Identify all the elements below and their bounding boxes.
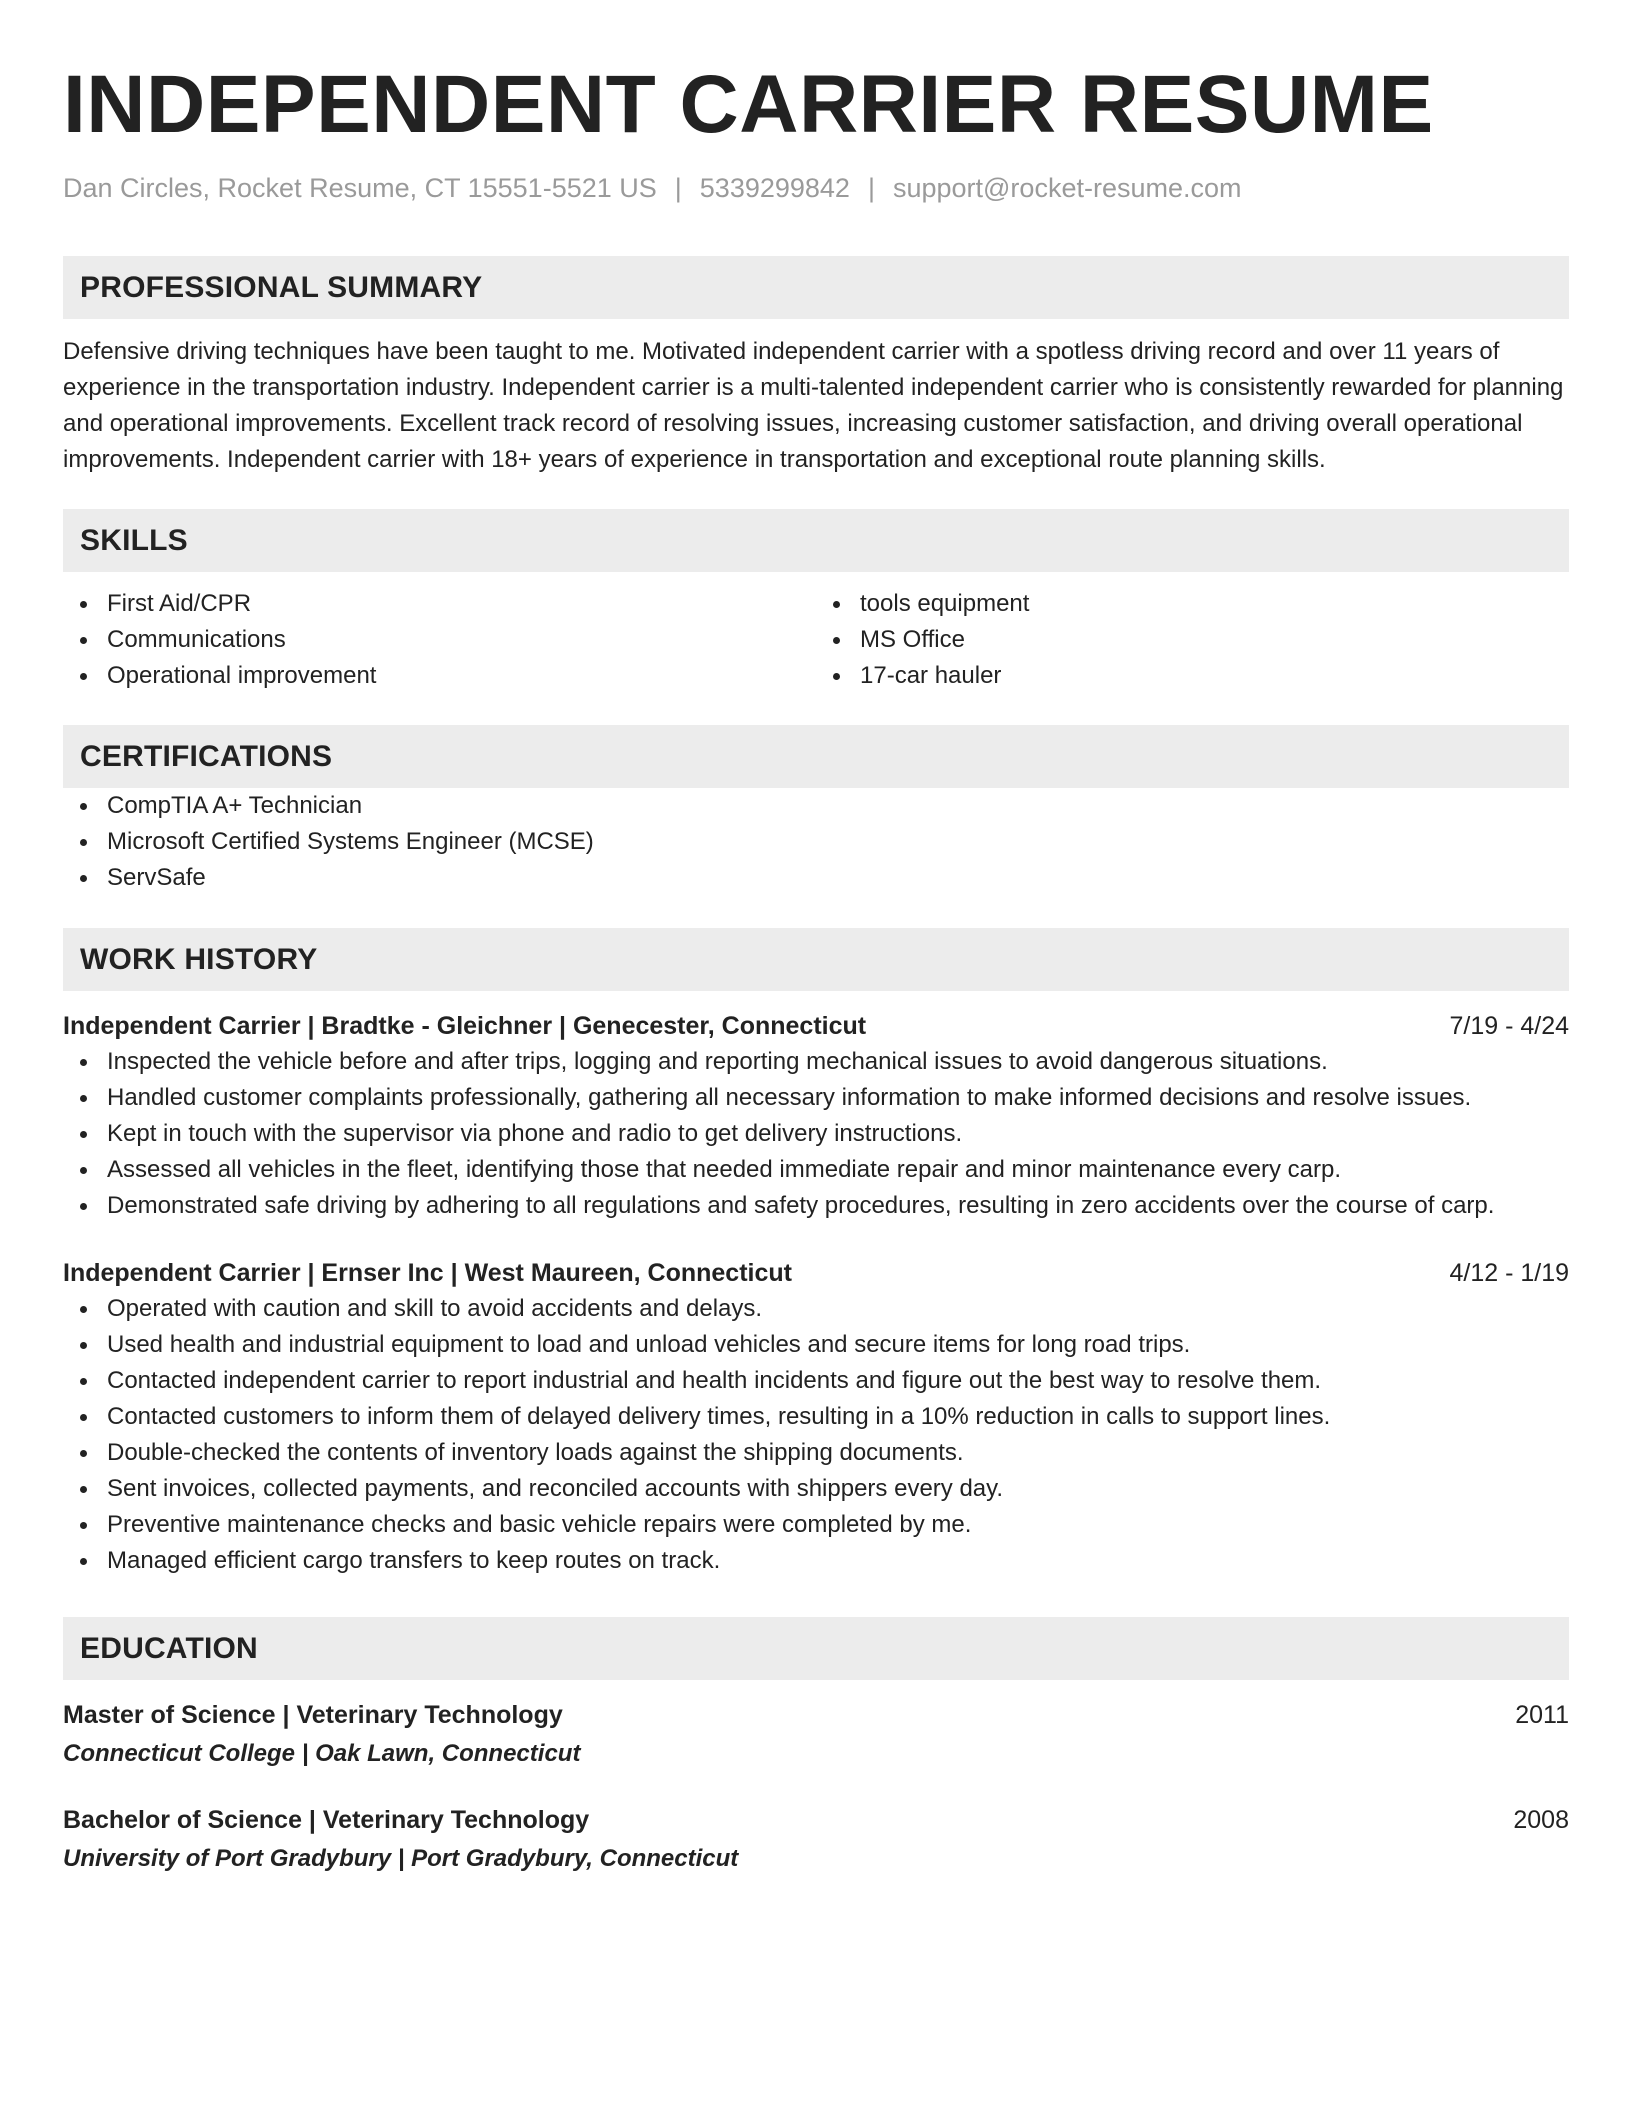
skill-item: First Aid/CPR — [63, 586, 816, 622]
education-entry — [63, 1802, 1569, 1877]
skills-column-left — [63, 586, 816, 694]
education-school: Connecticut College | Oak Lawn, Connecticut — [63, 1740, 581, 1768]
job-bullet: Contacted independent carrier to report industrial and health incidents and figure out the best way to resolve them. — [63, 1363, 1569, 1399]
education-school: University of Port Gradybury | Port Gradybury, Connecticut — [63, 1845, 739, 1873]
resume-title: INDEPENDENT CARRIER RESUME — [63, 59, 1434, 150]
education-year: 2011 — [1515, 1701, 1569, 1730]
job-bullets — [63, 1044, 1569, 1224]
job-entry — [63, 1255, 1569, 1579]
section-header-education: EDUCATION — [63, 1617, 1569, 1680]
contact-phone: 5339299842 — [699, 173, 850, 203]
skill-item: Communications — [63, 622, 816, 658]
education-year: 2008 — [1513, 1806, 1569, 1835]
skills-list-left — [63, 586, 816, 694]
section-header-certifications: CERTIFICATIONS — [63, 725, 1569, 788]
education-degree: Master of Science | Veterinary Technology — [63, 1701, 563, 1730]
job-bullet: Preventive maintenance checks and basic vehicle repairs were completed by me. — [63, 1507, 1569, 1543]
section-header-summary: PROFESSIONAL SUMMARY — [63, 256, 1569, 319]
education-entry — [63, 1697, 1569, 1772]
job-bullet: Sent invoices, collected payments, and reconciled accounts with shippers every day. — [63, 1471, 1569, 1507]
section-header-skills: SKILLS — [63, 509, 1569, 572]
section-header-work-history: WORK HISTORY — [63, 928, 1569, 991]
job-bullet: Inspected the vehicle before and after trips, logging and reporting mechanical issues to avoid dangerous situations. — [63, 1044, 1569, 1080]
skill-item: 17-car hauler — [816, 658, 1569, 694]
contact-address: Dan Circles, Rocket Resume, CT 15551-5521 US — [63, 173, 657, 203]
job-bullet: Double-checked the contents of inventory loads against the shipping documents. — [63, 1435, 1569, 1471]
job-dates: 7/19 - 4/24 — [1449, 1012, 1569, 1041]
job-bullet: Used health and industrial equipment to load and unload vehicles and secure items for long road trips. — [63, 1327, 1569, 1363]
skills-list-right — [816, 586, 1569, 694]
certifications-list — [63, 788, 1569, 896]
skill-item: MS Office — [816, 622, 1569, 658]
certification-item: Microsoft Certified Systems Engineer (MCSE) — [63, 824, 1569, 860]
job-header — [63, 1008, 1569, 1044]
job-bullet: Managed efficient cargo transfers to keep routes on track. — [63, 1543, 1569, 1579]
education-header — [63, 1802, 1569, 1838]
job-entry — [63, 1008, 1569, 1224]
certification-item: ServSafe — [63, 860, 1569, 896]
education-header — [63, 1697, 1569, 1733]
job-bullet: Contacted customers to inform them of delayed delivery times, resulting in a 10% reduction in calls to support lines. — [63, 1399, 1569, 1435]
job-bullet: Handled customer complaints professionally, gathering all necessary information to make informed decisions and resolve issues. — [63, 1080, 1569, 1116]
job-bullet: Operated with caution and skill to avoid accidents and delays. — [63, 1291, 1569, 1327]
job-bullet: Kept in touch with the supervisor via phone and radio to get delivery instructions. — [63, 1116, 1569, 1152]
job-header — [63, 1255, 1569, 1291]
job-title: Independent Carrier | Ernser Inc | West Maureen, Connecticut — [63, 1259, 792, 1288]
job-bullets — [63, 1291, 1569, 1579]
skills-column-right — [816, 586, 1569, 694]
job-bullet: Demonstrated safe driving by adhering to all regulations and safety procedures, resulting in zero accidents over the course of carp. — [63, 1188, 1569, 1224]
skill-item: tools equipment — [816, 586, 1569, 622]
contact-separator: | — [674, 173, 682, 203]
skill-item: Operational improvement — [63, 658, 816, 694]
contact-separator: | — [867, 173, 875, 203]
certification-item: CompTIA A+ Technician — [63, 788, 1569, 824]
education-degree: Bachelor of Science | Veterinary Technology — [63, 1806, 590, 1835]
job-dates: 4/12 - 1/19 — [1449, 1259, 1569, 1288]
contact-email: support@rocket-resume.com — [892, 173, 1242, 203]
job-bullet: Assessed all vehicles in the fleet, identifying those that needed immediate repair and minor maintenance every carp. — [63, 1152, 1569, 1188]
contact-line — [63, 172, 1569, 204]
skills-grid — [63, 586, 1569, 694]
summary-text: Defensive driving techniques have been taught to me. Motivated independent carrier with a spotless driving record and over 11 years of experience in the transportation industry. Independent carrier is a multi-talented independent carrier who is consistently rewarded for planning and operational improvements. Excellent track record of resolving issues, increasing customer satisfaction, and driving overall operational improvements. Independent carrier with 18+ years of experience in transportation and exceptional route planning skills. — [63, 338, 1564, 474]
job-title: Independent Carrier | Bradtke - Gleichner | Genecester, Connecticut — [63, 1012, 867, 1041]
